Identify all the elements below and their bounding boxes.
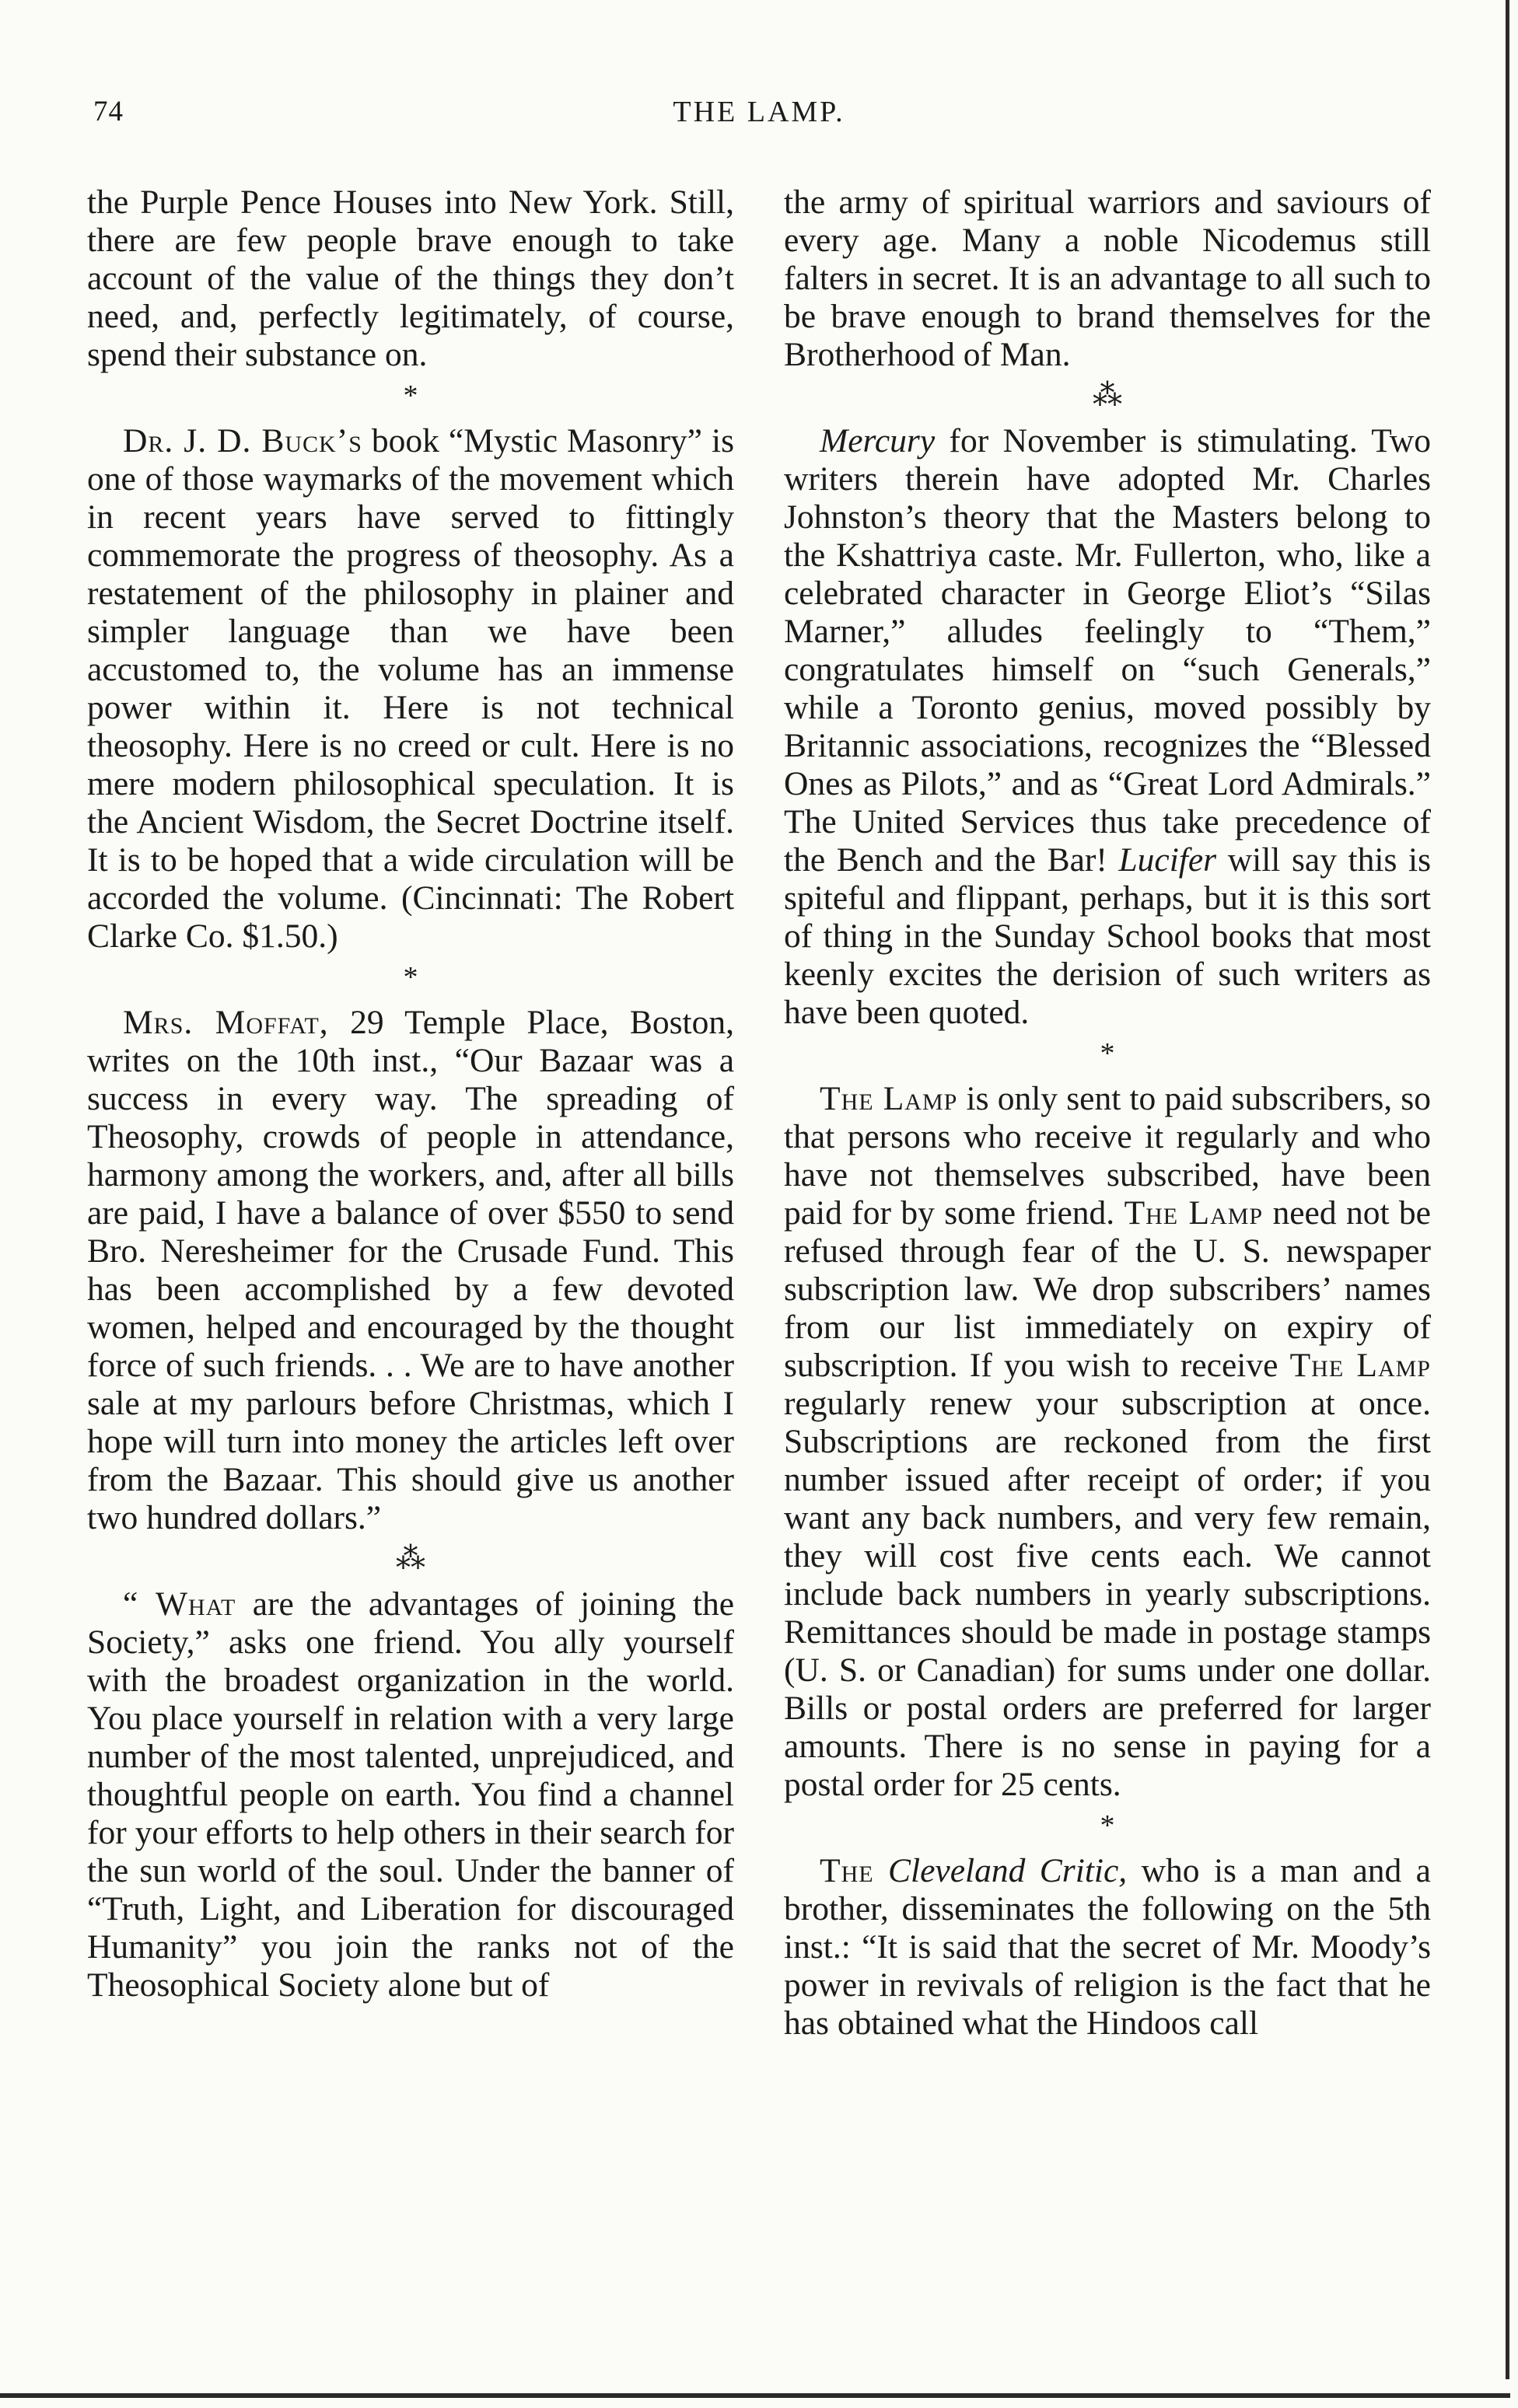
paragraph-purple-pence: the Purple Pence Houses into New York. Still, there are few people brave enough to take account of the value of the things they don’t need, and, perfectly legitimately, of course, spend their substance on. <box>87 183 734 373</box>
lead-in: “ What <box>123 1585 236 1623</box>
page-edge-rule-right <box>1506 0 1509 2379</box>
star-separator: * <box>403 379 418 412</box>
paragraph-cleveland-critic <box>784 1852 1431 2043</box>
paragraph-mrs-moffat <box>87 1004 734 1537</box>
paragraph-text: is only sent to paid subscribers, so that persons who receive it regularly and who have not themselves subscribed, have been paid for by some friend. <box>784 1080 1431 1232</box>
paragraph-joining-society <box>87 1585 734 2004</box>
lead-in: Mrs. Moffat, <box>123 1004 329 1041</box>
star-separator: * <box>403 961 418 994</box>
lead-in: The Lamp <box>820 1080 958 1117</box>
paragraph-text: who is a man and a brother, disseminates the following on the 5th inst.: “It is said that the secret of Mr. Moody’s power in revivals of religion is the fact that he has obtained what the Hindoos call <box>784 1852 1431 2042</box>
paragraph-text: book “Mystic Masonry” is one of those waymarks of the movement which in recent years have served to fittingly commemorate the progress of theosophy. As a restatement of the philosophy in plainer and simpler language than we have been accustomed to, the volume has an immense power within it. Here is not technical theosophy. Here is no creed or cult. Here is no mere modern philosophical speculation. It is the Ancient Wisdom, the Secret Doctrine itself. It is to be hoped that a wide circulation will be accorded the volume. (Cincinnati: The Robert Clarke Co. $1.50.) <box>87 422 734 955</box>
paragraph-mystic-masonry <box>87 422 734 956</box>
journal-title: Lucifer <box>1118 841 1217 879</box>
lead-in: The <box>820 1852 874 1889</box>
lead-in: Dr. J. D. Buck’s <box>123 422 362 460</box>
left-column <box>87 183 734 2004</box>
page-number: 74 <box>93 96 124 128</box>
star-separator: * <box>1100 1809 1115 1842</box>
asterism-separator: ⁂ <box>396 1543 425 1575</box>
running-head: THE LAMP. <box>673 96 845 128</box>
paragraph-text: need not be refused through fear of the U. S. newspaper subscription law. We drop subscribers’ names from our list immediately on expiry of subscription. If you wish to receive <box>784 1194 1431 1384</box>
asterism-separator: ⁂ <box>1093 379 1122 412</box>
paragraph-text: will say this is spiteful and flippant, perhaps, but it is this sort of thing in the Sunday School books that most keenly excites the derision of such writers as have been quoted. <box>784 841 1431 1031</box>
page-edge-rule-bottom <box>0 2393 1510 2398</box>
paragraph-mercury <box>784 422 1431 1032</box>
journal-name: The Lamp <box>1289 1347 1431 1384</box>
journal-name: The Lamp <box>1124 1194 1264 1232</box>
star-separator: * <box>1100 1037 1115 1070</box>
paragraph-subscriptions <box>784 1080 1431 1804</box>
paragraph-text: 29 Temple Place, Boston, writes on the 10th inst., “Our Bazaar was a success in every way. The spreading of Theosophy, crowds of people in attendance, harmony among the workers, and, after all bills are paid, I have a balance of over $550 to send Bro. Neresheimer for the Crusade Fund. This has been accomplished by a few devoted women, helped and encouraged by the thought force of such friends. . . We are to have another sale at my parlours before Christmas, which I hope will turn into money the articles left over from the Bazaar. This should give us another two hundred dollars.” <box>87 1004 734 1536</box>
paragraph-text: for November is stimulating. Two writers therein have adopted Mr. Charles Johnston’s theory that the Masters belong to the Kshattriya caste. Mr. Fullerton, who, like a celebrated character in George Eliot’s “Silas Marner,” alludes feelingly to “Them,” congratulates himself on “such Generals,” while a Toronto genius, moved possibly by Britannic associations, recognizes the “Blessed Ones as Pilots,” and as “Great Lord Admirals.” The United Services thus take precedence of the Bench and the Bar! <box>784 422 1431 879</box>
right-column <box>784 183 1431 2043</box>
paragraph-spiritual-warriors: the army of spiritual warriors and saviours of every age. Many a noble Nicodemus still falters in secret. It is an advantage to all such to be brave enough to brand themselves for the Brotherhood of Man. <box>784 183 1431 373</box>
paragraph-text: regularly renew your subscription at once. Subscriptions are reckoned from the first number issued after receipt of order; if you want any back numbers, and very few remain, they will cost five cents each. We cannot include back numbers in yearly subscriptions. Remittances should be made in postage stamps (U. S. or Canadian) for sums under one dollar. Bills or postal orders are preferred for larger amounts. There is no sense in paying for a postal order for 25 cents. <box>784 1385 1431 1803</box>
journal-title: Mercury <box>820 422 936 460</box>
paragraph-text: are the advantages of joining the Society,” asks one friend. You ally yourself with the broadest organization in the world. You place yourself in relation with a very large number of the most talented, unprejudiced, and thoughtful people on earth. You find a channel for your efforts to help others in their search for the sun world of the soul. Under the banner of “Truth, Light, and Liberation for discouraged Humanity” you join the ranks not of the Theosophical Society alone but of <box>87 1585 734 2004</box>
journal-title: Cleveland Critic, <box>888 1852 1128 1889</box>
